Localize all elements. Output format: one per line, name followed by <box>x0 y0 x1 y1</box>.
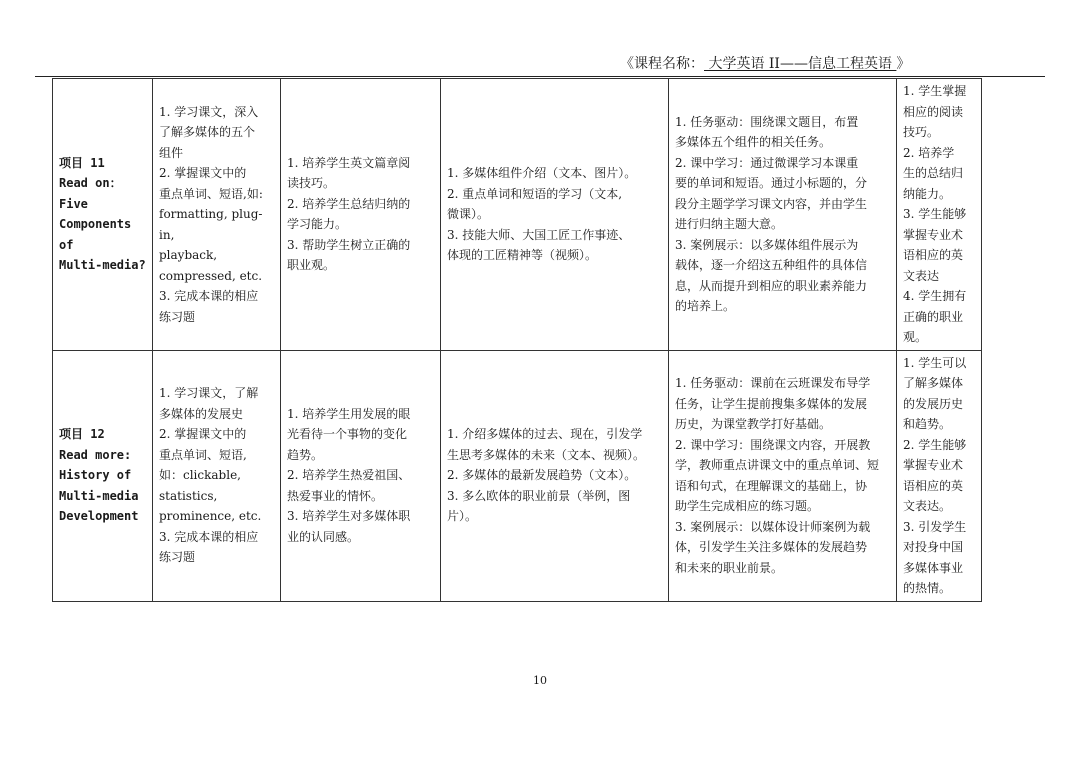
project-cell: 项目 12 Read more: History of Multi-media Development <box>53 350 153 601</box>
resources-cell: 1. 介绍多媒体的过去、现在，引发学 生思考多媒体的未来（文本、视频）。 2. 多媒体的最新发展趋势（文本）。 3. 多么欧体的职业前景（举例，图 片）。 <box>441 350 669 601</box>
course-header-prefix: 《课程名称： <box>620 56 704 72</box>
methods-cell: 1. 任务驱动：课前在云班课发布导学 任务，让学生提前搜集多媒体的发展 历史，为课堂教学打好基础。 2. 课中学习：围绕课文内容，开展教 学，教师重点讲课文中的重点单词、短 语和句式，在理解课文的基础上，协 助学生完成相应的练习题。 3. 案例展示：以媒体设计师案例为载 体，引发学生关注多媒体的发展趋势 和未来的职业前景。 <box>669 350 897 601</box>
goals-cell: 1. 培养学生用发展的眼 光看待一个事物的变化 趋势。 2. 培养学生热爱祖国、 热爱事业的情怀。 3. 培养学生对多媒体职 业的认同感。 <box>281 350 441 601</box>
outcomes-cell: 1. 学生掌握 相应的阅读 技巧。 2. 培养学 生的总结归 纳能力。 3. 学生能够 掌握专业术 语相应的英 文表达 4. 学生拥有 正确的职业 观。 <box>897 79 982 351</box>
goals-cell: 1. 培养学生英文篇章阅 读技巧。 2. 培养学生总结归纳的 学习能力。 3. 帮助学生树立正确的 职业观。 <box>281 79 441 351</box>
course-header <box>620 54 1040 74</box>
resources-cell: 1. 多媒体组件介绍（文本、图片）。 2. 重点单词和短语的学习（文本, 微课）。 3. 技能大师、大国工匠工作事迹、 体现的工匠精神等（视频）。 <box>441 79 669 351</box>
curriculum-table <box>52 78 982 602</box>
header-rule <box>35 76 1045 77</box>
page-number: 10 <box>533 674 547 687</box>
project-cell: 项目 11 Read on：Five Components of Multi-media? <box>53 79 153 351</box>
learning-content-cell: 1. 学习课文，深入 了解多媒体的五个 组件 2. 掌握课文中的 重点单词、短语,如: formatting, plug-in, playback, compressed, etc. 3. 完成本课的相应 练习题 <box>153 79 281 351</box>
methods-cell: 1. 任务驱动：围绕课文题目，布置 多媒体五个组件的相关任务。 2. 课中学习：通过微课学习本课重 要的单词和短语。通过小标题的，分 段分主题学学习课文内容，并由学生 进行归纳主题大意。 3. 案例展示：以多媒体组件展示为 载体，逐一介绍这五种组件的具体信 息，从而提升到相应的职业素养能力 的培养上。 <box>669 79 897 351</box>
table-row <box>53 79 982 351</box>
table-row <box>53 350 982 601</box>
learning-content-cell: 1. 学习课文，了解 多媒体的发展史 2. 掌握课文中的 重点单词、短语, 如：clickable, statistics, prominence, etc. 3. 完成本课的相应 练习题 <box>153 350 281 601</box>
outcomes-cell: 1. 学生可以 了解多媒体 的发展历史 和趋势。 2. 学生能够 掌握专业术 语相应的英 文表达。 3. 引发学生 对投身中国 多媒体事业 的热情。 <box>897 350 982 601</box>
course-name: 大学英语 II——信息工程英语 <box>704 56 897 72</box>
course-header-suffix: 》 <box>896 56 911 72</box>
